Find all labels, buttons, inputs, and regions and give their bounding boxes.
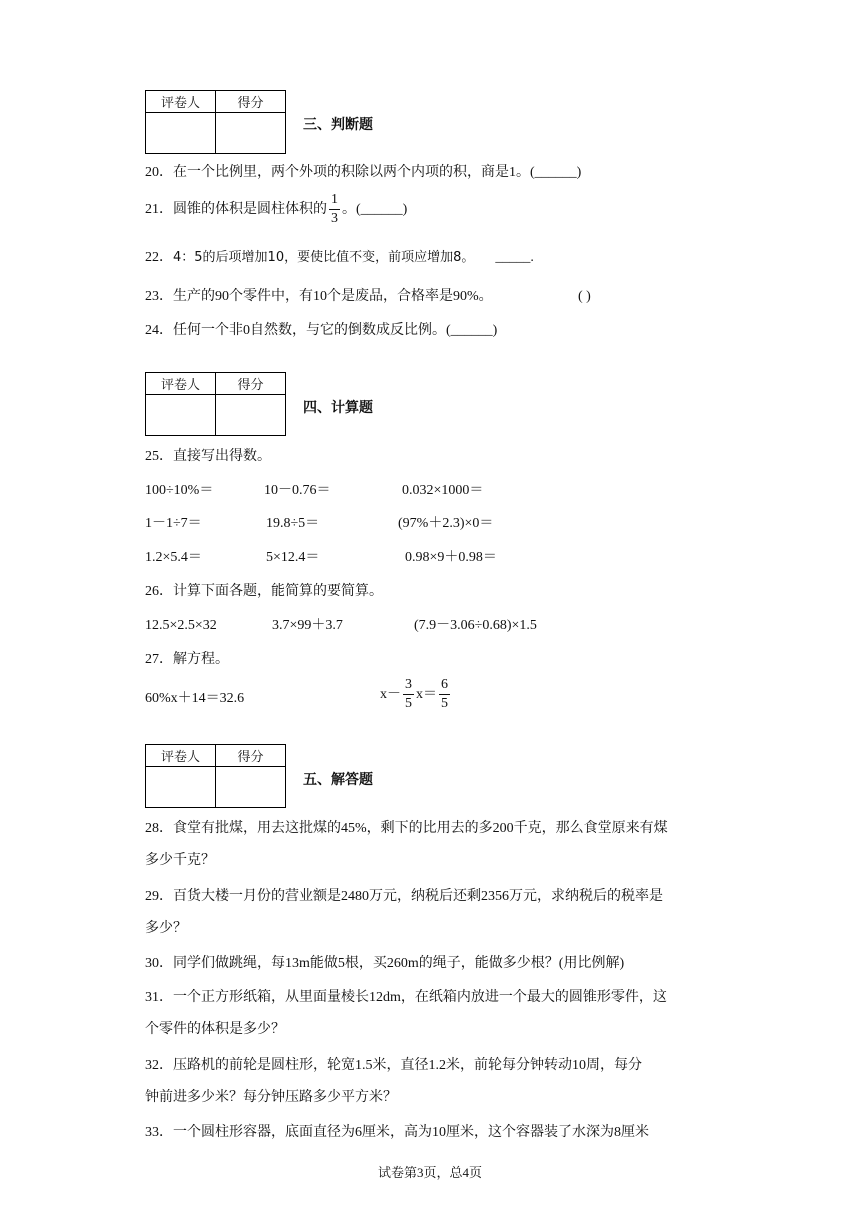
score-table-5 bbox=[145, 744, 286, 808]
q25-r1-c3: 0.032×1000＝ bbox=[402, 483, 484, 498]
question-21-prefix: 21．圆锥的体积是圆柱体积的 bbox=[145, 201, 327, 217]
question-28-line-2: 多少千克？ bbox=[145, 853, 215, 868]
question-22-number: 22． bbox=[145, 250, 173, 265]
fraction-numerator: 1 bbox=[331, 192, 338, 207]
q25-r3-c3b: 0.98×9＋0.98＝ bbox=[405, 550, 497, 565]
question-23 bbox=[145, 287, 493, 307]
fraction-six-fifths bbox=[439, 678, 450, 711]
score-cell[interactable] bbox=[216, 113, 286, 154]
q25-r1-c2: 10－0.76＝ bbox=[264, 483, 331, 498]
score-table-4 bbox=[145, 372, 286, 436]
question-20: 20．在一个比例里，两个外项的积除以两个内项的积，商是1。(______) bbox=[145, 165, 582, 180]
question-26-title: 26．计算下面各题，能简算的要简算。 bbox=[145, 584, 383, 599]
q25-r2-c1: 1－1÷7＝ bbox=[145, 516, 202, 531]
score-header: 得分 bbox=[216, 91, 286, 113]
q25-r3-c2: 5×12.4＝ bbox=[266, 550, 320, 565]
question-23-blank: ( ) bbox=[578, 289, 591, 304]
fraction-denominator: 5 bbox=[405, 696, 412, 711]
q26-item-3: (7.9－3.06÷0.68)×1.5 bbox=[414, 618, 537, 633]
eq2-lead: x－ bbox=[380, 686, 401, 702]
question-32-line-1: 32．压路机的前轮是圆柱形，轮宽1.5米，直径1.2米，前轮每分钟转动10周，每分 bbox=[145, 1058, 642, 1073]
question-24: 24．任何一个非0自然数，与它的倒数成反比例。(______) bbox=[145, 323, 498, 338]
reviewer-header: 评卷人 bbox=[146, 91, 216, 113]
question-21 bbox=[145, 193, 407, 226]
reviewer-cell[interactable] bbox=[146, 113, 216, 154]
question-32-line-2: 钟前进多少米？每分钟压路多少平方米？ bbox=[145, 1090, 397, 1105]
q25-r3-c1: 1.2×5.4＝ bbox=[145, 550, 202, 565]
q27-equation-2 bbox=[380, 678, 452, 711]
question-23-text: 23．生产的90个零件中，有10个是废品，合格率是90%。 bbox=[145, 289, 493, 304]
question-31-line-1: 31．一个正方形纸箱，从里面量棱长12dm，在纸箱内放进一个最大的圆锥形零件，这 bbox=[145, 990, 667, 1005]
q26-item-1: 12.5×2.5×32 bbox=[145, 618, 217, 633]
fraction-numerator: 6 bbox=[441, 677, 448, 692]
fraction-one-third bbox=[329, 193, 340, 226]
section-title-calculation: 四、计算题 bbox=[303, 400, 373, 416]
q26-item-2: 3.7×99＋3.7 bbox=[272, 618, 343, 633]
question-29-line-1: 29．百货大楼一月份的营业额是2480万元，纳税后还剩2356万元，求纳税后的税率是 bbox=[145, 889, 663, 904]
question-22-blank: _____. bbox=[495, 250, 534, 265]
question-22-text: 4：5的后项增加10，要使比值不变，前项应增加8。 bbox=[173, 250, 475, 265]
question-27-title: 27．解方程。 bbox=[145, 652, 229, 667]
score-header: 得分 bbox=[216, 745, 286, 767]
question-31-line-2: 个零件的体积是多少？ bbox=[145, 1022, 285, 1037]
question-22 bbox=[145, 248, 534, 268]
eq2-mid: x＝ bbox=[416, 686, 437, 702]
reviewer-header: 评卷人 bbox=[146, 373, 216, 395]
page-footer: 试卷第3页，总4页 bbox=[377, 1165, 482, 1180]
reviewer-cell[interactable] bbox=[146, 767, 216, 808]
section-title-judgement: 三、判断题 bbox=[303, 117, 373, 133]
score-table-3 bbox=[145, 90, 286, 154]
score-cell[interactable] bbox=[216, 767, 286, 808]
q25-r2-c2: 19.8÷5＝ bbox=[266, 516, 320, 531]
score-cell[interactable] bbox=[216, 395, 286, 436]
fraction-denominator: 5 bbox=[441, 696, 448, 711]
question-30: 30．同学们做跳绳，每13m能做5根，买260m的绳子，能做多少根？(用比例解) bbox=[145, 956, 625, 971]
q25-r1-c1: 100÷10%＝ bbox=[145, 483, 214, 498]
question-29-line-2: 多少？ bbox=[145, 921, 187, 936]
score-header: 得分 bbox=[216, 373, 286, 395]
question-25-title: 25．直接写出得数。 bbox=[145, 449, 271, 464]
question-21-suffix: 。(______) bbox=[342, 201, 408, 217]
reviewer-cell[interactable] bbox=[146, 395, 216, 436]
q27-equation-1: 60%x＋14＝32.6 bbox=[145, 691, 245, 706]
question-28-line-1: 28．食堂有批煤，用去这批煤的45%，剩下的比用去的多200千克，那么食堂原来有煤 bbox=[145, 821, 668, 836]
fraction-numerator: 3 bbox=[405, 677, 412, 692]
question-33: 33．一个圆柱形容器，底面直径为6厘米，高为10厘米，这个容器装了水深为8厘米 bbox=[145, 1125, 649, 1140]
reviewer-header: 评卷人 bbox=[146, 745, 216, 767]
fraction-three-fifths bbox=[403, 678, 414, 711]
q25-r3-c3: (97%＋2.3)×0＝ bbox=[398, 516, 494, 531]
fraction-denominator: 3 bbox=[331, 211, 338, 226]
section-title-answer: 五、解答题 bbox=[303, 772, 373, 788]
